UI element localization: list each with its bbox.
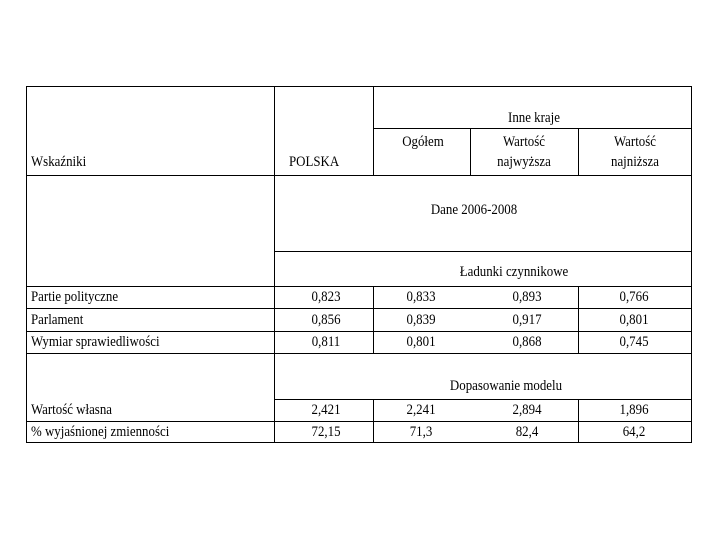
row-label: Wymiar sprawiedliwości (31, 334, 160, 350)
cell-max: 0,868 (512, 334, 542, 350)
row-label: Parlament (31, 312, 84, 328)
rule (373, 128, 691, 129)
cell-ogolem: 0,833 (406, 289, 436, 305)
row-label: % wyjaśnionej zmienności (31, 424, 170, 440)
cell-min: 64,2 (622, 424, 646, 440)
rule (27, 175, 691, 176)
rule (578, 399, 579, 442)
rule (27, 353, 691, 354)
rule (274, 87, 275, 442)
header-wartosc-max: Wartość (503, 134, 545, 150)
cell-ogolem: 0,801 (406, 334, 436, 350)
header-ogolem: Ogółem (402, 134, 444, 150)
header-polska: POLSKA (289, 154, 340, 170)
cell-polska: 2,421 (311, 402, 341, 418)
header-inne-kraje: Inne kraje (508, 110, 560, 126)
cell-min: 0,801 (619, 312, 649, 328)
cell-max: 0,917 (512, 312, 542, 328)
cell-max: 2,894 (512, 402, 542, 418)
section-ladunki: Ładunki czynnikowe (459, 264, 569, 280)
header-wartosc-min: Wartość (614, 134, 656, 150)
section-dane: Dane 2006-2008 (430, 202, 518, 218)
header-najnizsza: najniższa (611, 154, 659, 170)
cell-polska: 72,15 (311, 424, 341, 440)
cell-polska: 0,823 (311, 289, 341, 305)
rule (373, 286, 374, 353)
cell-max: 82,4 (515, 424, 539, 440)
cell-polska: 0,811 (311, 334, 341, 350)
rule (27, 421, 691, 422)
rule (274, 251, 691, 252)
cell-min: 1,896 (619, 402, 649, 418)
rule (27, 331, 691, 332)
cell-min: 0,745 (619, 334, 649, 350)
cell-min: 0,766 (619, 289, 649, 305)
row-label: Partie polityczne (31, 289, 119, 305)
section-dopasowanie: Dopasowanie modelu (449, 378, 563, 394)
data-table (26, 86, 692, 443)
row-label: Wartość własna (31, 402, 113, 418)
header-najwyzsza: najwyższa (497, 154, 551, 170)
rule (373, 87, 374, 175)
cell-max: 0,893 (512, 289, 542, 305)
cell-ogolem: 71,3 (409, 424, 433, 440)
rule (27, 286, 691, 287)
cell-ogolem: 0,839 (406, 312, 436, 328)
rule (27, 308, 691, 309)
cell-ogolem: 2,241 (406, 402, 436, 418)
header-wskazniki: Wskaźniki (31, 154, 87, 170)
rule (578, 128, 579, 175)
rule (274, 399, 691, 400)
rule (373, 399, 374, 442)
rule (578, 286, 579, 353)
cell-polska: 0,856 (311, 312, 341, 328)
